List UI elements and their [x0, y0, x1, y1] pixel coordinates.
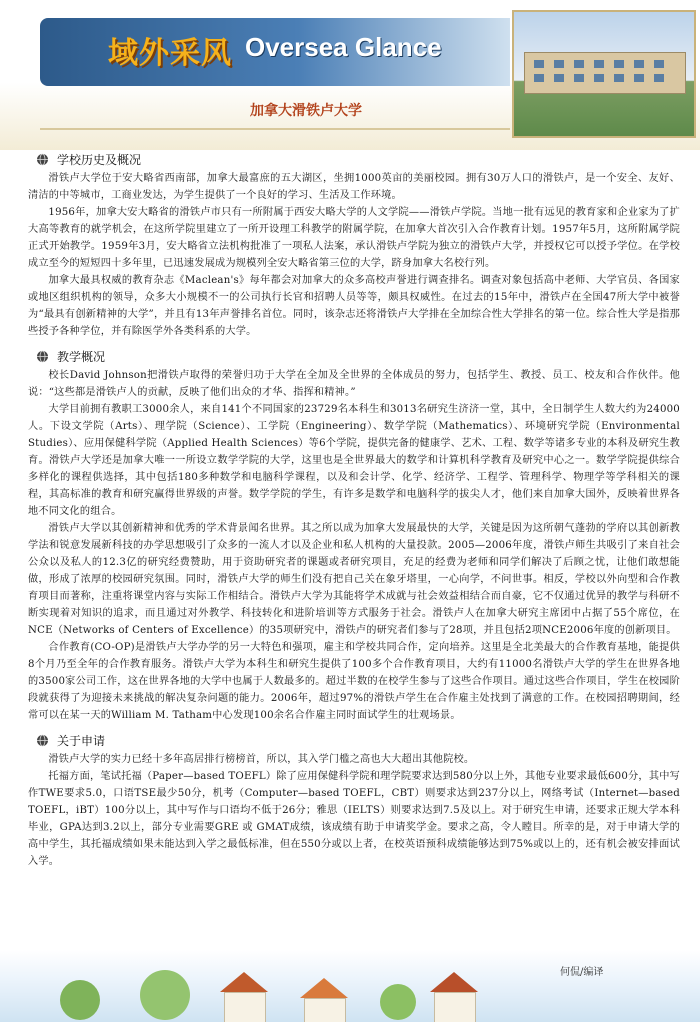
article-title: 加拿大滑铁卢大学 [250, 103, 362, 119]
footer-illustration [0, 950, 700, 1022]
section-heading-history [28, 148, 680, 170]
section-english-title: Oversea Glance [245, 32, 442, 62]
paragraph: 托福方面，笔试托福（Paper—based TOEFL）除了应用保健科学院和理学院要求达到580分以上外，其他专业要求最低600分，其中写作TWE要求5.0，口语TSE最少50分，机考（Computer—based TOEFL，CBT）则要求达到237分以上，网络考试（Internet—based TOEFL，iBT）100分以上，其中写作与口语均不低于26分；雅思（IELTS）则要求达到7.5及以上。对于研究生申请，还要求正规大学本科毕业，GPA达到3.2以上，部分专业需要GRE 或 GMAT成绩，该成绩有助于申请奖学金。要求之高，令人瞠目。所幸的是，对于申请大学的高中学生，其托福成绩如果未能达到入学之最低标准，但在550分或以上者，在校英语预科成绩能够达到75%或以上的，还有机会被安排面试入学。 [28, 771, 680, 867]
page-banner [0, 0, 700, 150]
paragraph: 滑铁卢大学位于安大略省西南部，加拿大最富庶的五大湖区，坐拥1000英亩的美丽校园。拥有30万人口的滑铁卢，是一个安全、友好、清洁的中等城市，工商业发达，为学生提供了一个良好的学习、生活及工作环境。 [28, 173, 680, 201]
paragraph: 大学目前拥有教职工3000余人，来自141个不同国家的23729名本科生和3013名研究生济济一堂，其中，全日制学生人数大约为24000人。下设文学院（Arts）、理学院（Science）、工学院（Engineering）、数学学院（Mathematics）、环境研究学院（Environmental Studies）、应用保健科学院（Applied Health Sciences）等6个学院，提供完备的健康学、艺术、工程、数学等诸多专业的本科及研究生教育。滑铁卢大学还是加拿大唯一一所设立数学学院的大学，这里也是全世界最大的数学和计算机科学教育及研究中心之一。数学学院提供综合多样化的课程供选择，其中包括180多种数学和电脑科学课程，以及和会计学、化学、经济学、工程学、管理科学、物理学等学科相关的课程，其高标准的教育和研究赢得世界级的声誉。数学学院的学生，有许多是数学和电脑科学的拔尖人才，他们来自加拿大国外，反映着世界各地不同文化的组合。 [28, 404, 680, 517]
globe-bullet-icon [36, 350, 49, 363]
paragraph: 滑铁卢大学的实力已经十多年高居排行榜榜首，所以，其入学门槛之高也大大超出其他院校。 [48, 754, 475, 765]
globe-bullet-icon [36, 153, 49, 166]
section-heading-teaching [28, 345, 680, 367]
paragraph: 1956年，加拿大安大略省的滑铁卢市只有一所附属于西安大略大学的人文学院——滑铁卢学院。当地一批有远见的教育家和企业家为了扩大高等教育的就学机会，在这所学院里建立了一所开设理工科教学的附属学院，在加拿大首次引入合作教育计划。1957年5月，这所附属学院正式开始教学。1959年3月，安大略省立法机构批准了一项私人法案，承认滑铁卢学院为独立的滑铁卢大学，并授权它可以授予学位。在学校成立至今的短短四十多年里，已迅速发展成为规模列全安大略省第三位的大学，跻身加拿大名校行列。 [28, 207, 680, 269]
divider [40, 128, 510, 130]
paragraph: 滑铁卢大学以其创新精神和优秀的学术背景闻名世界。其之所以成为加拿大发展最快的大学，关键是因为这所朝气蓬勃的学府以其创新教学法和锐意发展新科技的办学思想吸引了众多的一流人才以及企业和私人机构的大量投款。2005—2006年度，滑铁卢师生共吸引了来自社会公众以及私人的12.3亿的研究经费赞助，用于资助研究者的课题或者研究项目，充足的经费为老师和同学们解决了后顾之忧，让他们敢想能做，形成了浓厚的校园研究氛围。同时，滑铁卢大学的师生们没有把自己关在象牙塔里，一心向学，不问世事。相反，学校以外向型和合作教育项目而著称，注重将课堂内容与实际工作相结合。滑铁卢大学为其能将学术成就与社会效益相结合而自豪，它不仅通过优异的教学与科研不断实现着对知识的追求，而且通过对外教学、科技转化和进阶培训等方式服务于社会。滑铁卢人在加拿大研究主席团中占据了55个席位，在NCE（Networks of Centers of Excellence）的35项研究中，滑铁卢的研究者们参与了28项，并且包括2项NCE2006年度的创新项目。 [28, 523, 680, 636]
translator-credit: 何侃/编译 [560, 967, 604, 978]
section-title: 学校历史及概况 [57, 152, 142, 167]
section-heading-application [28, 729, 680, 751]
globe-bullet-icon [36, 734, 49, 747]
section-tag: 域外采风 [108, 36, 232, 71]
article-body [28, 148, 680, 870]
section-title: 教学概况 [57, 349, 106, 364]
campus-photo [512, 10, 696, 138]
paragraph: 合作教育(CO-OP)是滑铁卢大学办学的另一大特色和强项，雇主和学校共同合作，定向培养。这里是全北美最大的合作教育基地，能提供8个月乃至全年的合作教育服务。滑铁卢大学为本科生和研究生提供了100多个合作教育项目，大约有11000名滑铁卢大学的学生在世界各地的3500家公司工作，这在世界各地的大学中也属于人数最多的。超过半数的在校学生参与了这些合作项目。通过这些合作项目，学生在校园阶段就获得了为迎接未来挑战的解决复杂问题的能力。2006年，超过97%的滑铁卢学生在合作雇主处找到了满意的工作。在校园招聘期间，经常可以在某一天的William M. Tatham中心发现100余名合作雇主同时面试学生的壮观场景。 [28, 642, 680, 721]
paragraph: 加拿大最具权威的教育杂志《Maclean's》每年都会对加拿大的众多高校声誉进行调查排名。调查对象包括高中老师、大学官员、各国家或地区组织机构的领导，众多大小规模不一的公司执行长官和招聘人员等等，颇具权威性。在过去的15年中，滑铁卢在全国47所大学中被誉为“最具有创新精神的大学”，并且有13年声誉排名首位。同时，该杂志还将滑铁卢大学排在全加综合性大学排名的第一位。综合性大学是指那些授予各种学位，并有除医学外各类科系的大学。 [28, 275, 680, 337]
section-title: 关于申请 [57, 733, 106, 748]
paragraph: 校长David Johnson把滑铁卢取得的荣誉归功于大学在全加及全世界的全体成员的努力，包括学生、教授、员工、校友和合作伙伴。他说：“这些都是滑铁卢人的贡献，反映了他们出众的才华、指挥和精神。” [28, 370, 680, 398]
